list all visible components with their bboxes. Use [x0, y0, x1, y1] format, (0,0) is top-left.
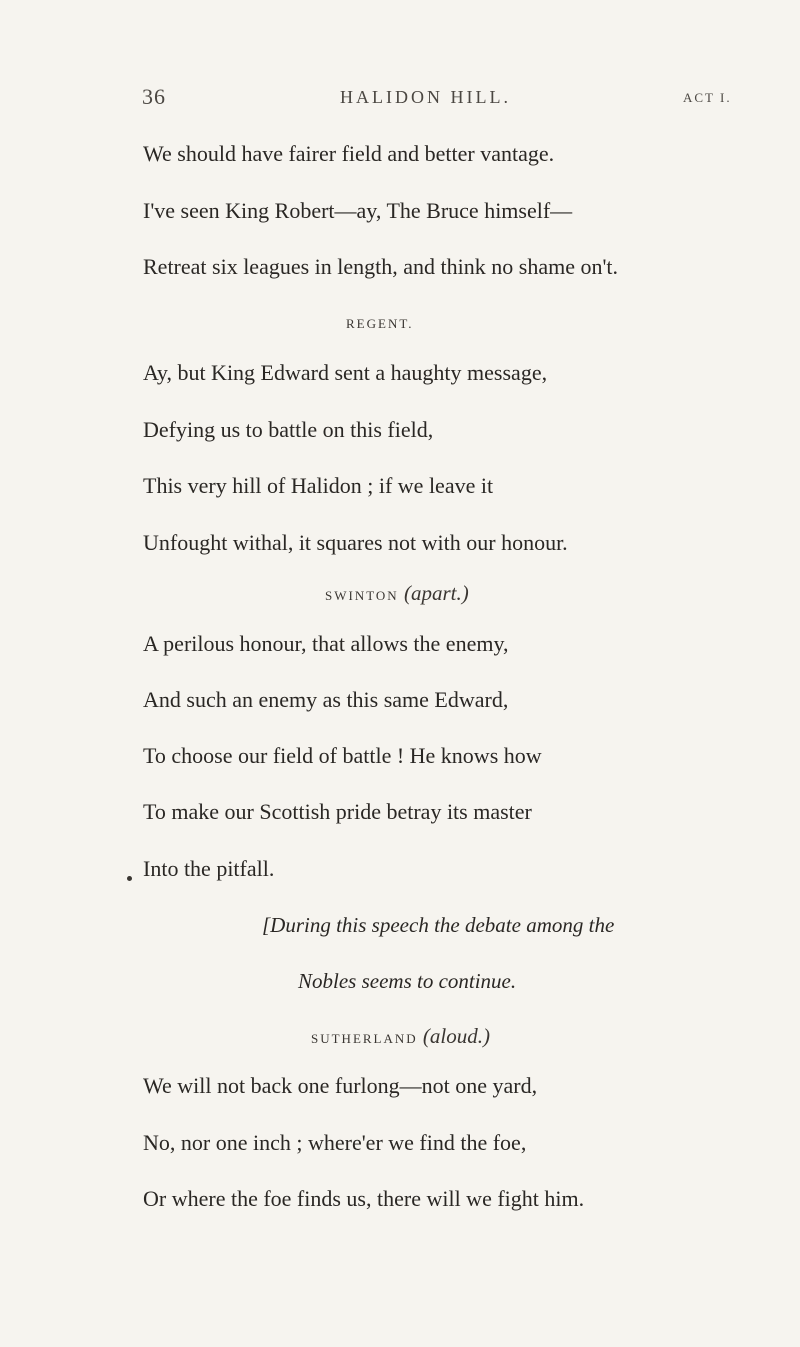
verse-line: This very hill of Halidon ; if we leave it — [143, 473, 494, 498]
speaker-swinton — [325, 583, 469, 606]
speaker-sutherland — [311, 1026, 490, 1049]
speaker-regent: REGENT. — [346, 316, 414, 331]
verse-line: A perilous honour, that allows the enemy, — [143, 631, 509, 656]
act-label: ACT I. — [683, 90, 732, 105]
verse-line: To make our Scottish pride betray its master — [143, 799, 532, 824]
page-header — [0, 84, 800, 114]
speaker-name: SUTHERLAND — [311, 1031, 418, 1046]
stage-direction-line: [During this speech the debate among the — [262, 913, 615, 937]
verse-line: We will not back one furlong—not one yard, — [143, 1073, 538, 1098]
verse-line: I've seen King Robert—ay, The Bruce himself— — [143, 198, 573, 223]
stage-direction-line: Nobles seems to continue. — [298, 969, 517, 993]
verse-line: No, nor one inch ; where'er we find the foe, — [143, 1130, 527, 1155]
running-title: HALIDON HILL. — [340, 87, 511, 107]
stage-direction-aloud: (aloud.) — [422, 1024, 490, 1048]
verse-line: Ay, but King Edward sent a haughty message, — [143, 360, 548, 385]
stage-direction-apart: (apart.) — [403, 581, 469, 605]
verse-line: To choose our field of battle ! He knows how — [143, 743, 542, 768]
page-number: 36 — [142, 84, 166, 109]
ink-mark — [127, 876, 132, 881]
verse-line: Or where the foe finds us, there will we fight him. — [143, 1186, 585, 1211]
verse-line: Defying us to battle on this field, — [143, 417, 434, 442]
verse-line: Retreat six leagues in length, and think no shame on't. — [143, 254, 619, 279]
verse-line: Into the pitfall. — [143, 856, 275, 881]
verse-line: And such an enemy as this same Edward, — [143, 687, 509, 712]
verse-line: We should have fairer field and better vantage. — [143, 141, 555, 166]
verse-line: Unfought withal, it squares not with our honour. — [143, 530, 568, 555]
speaker-name: SWINTON — [325, 588, 399, 603]
